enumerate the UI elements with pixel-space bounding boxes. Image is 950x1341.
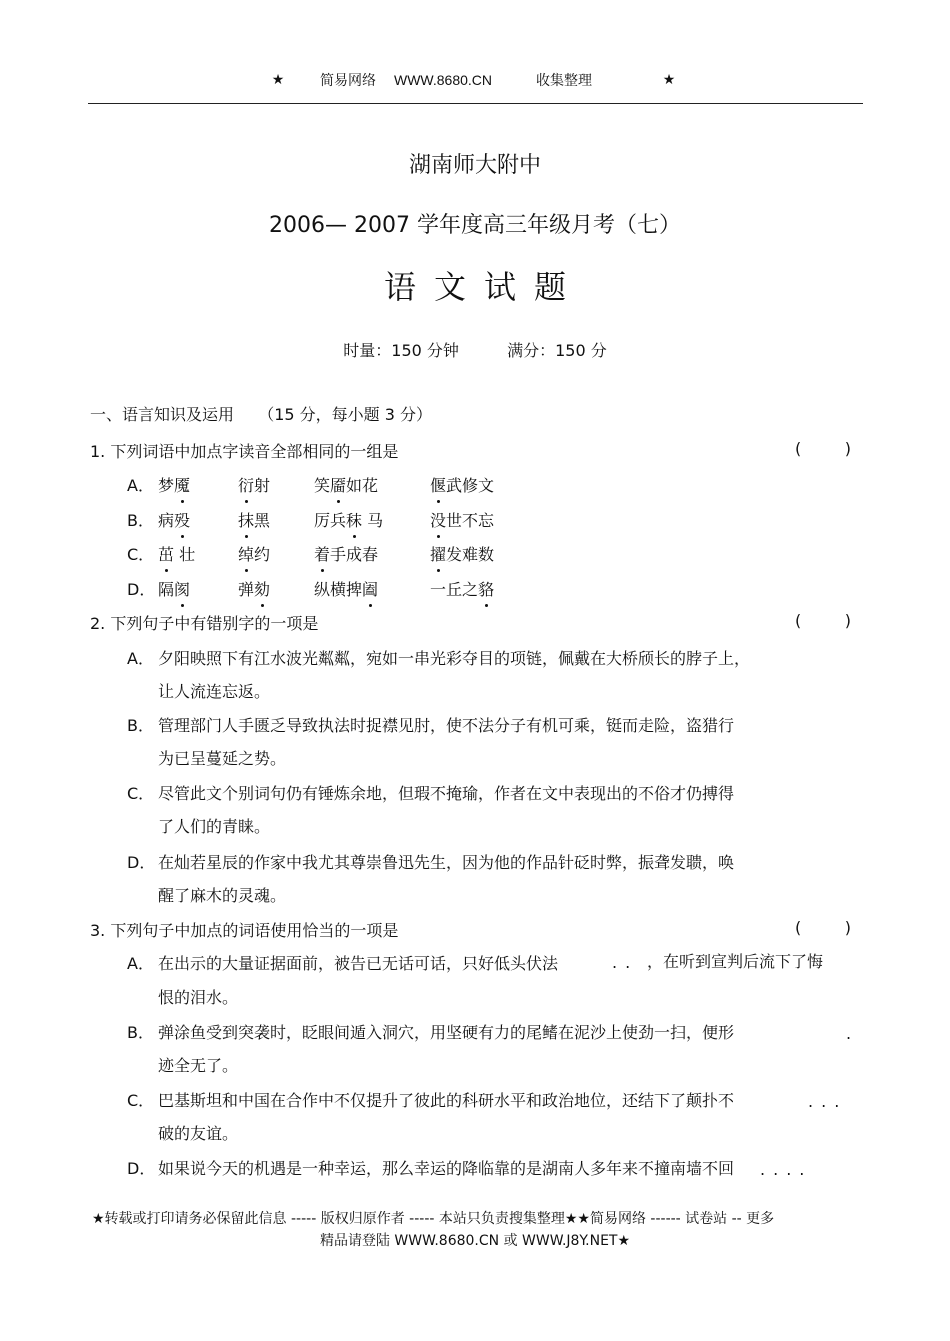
q1-d-word-1: 隔阂 [158,577,190,600]
q1-b-word-4: 没世不忘 [430,508,494,531]
header-site-name: 简易网络 [320,73,376,89]
q1-answer-parens [795,439,851,458]
q3-option-d-line1: 如果说今天的机遇是一种幸运，那么幸运的降临靠的是湖南人多年来不撞南墙不回 [158,1159,735,1178]
q1-d-word-3: 纵横捭阖 [314,577,378,600]
header-divider [88,103,863,104]
exam-title: 2006— 2007 学年度高三年级月考（七） [269,213,681,238]
q2-option-d-label: D． [127,853,156,872]
paren-close: ) [844,918,851,937]
q3-option-c-line2: 破的友谊。 [158,1124,239,1143]
q1-c-word-2: 绰约 [238,542,270,565]
q2-option-c-line1: 尽管此文个别词句仍有锤炼余地，但瑕不掩瑜，作者在文中表现出的不俗才仍搏得 [158,784,735,803]
q1-option-c-label: C． [127,545,155,564]
q1-option-a-label: A． [127,476,154,495]
exam-meta [0,338,950,361]
q1-a-word-2: 衍射 [238,473,270,496]
q1-d-word-2: 弹劾 [238,577,270,600]
q3-c-emphasis-dots: ... [808,1092,848,1111]
header-collect: 收集整理 [536,73,592,89]
section-title: 一、语言知识及运用 [90,405,235,424]
q3-stem: 3. 下列句子中加点的词语使用恰当的一项是 [90,921,399,940]
q3-option-b-line2: 迹全无了。 [158,1056,239,1075]
footer-line-2: 精品请登陆 WWW.8680.CN 或 WWW.J8Y.NET★ [319,1233,631,1249]
header-star-right: ★ [662,72,676,88]
q2-option-c-line2: 了人们的青睐。 [158,817,271,836]
q1-a-word-3: 笑靥如花 [314,473,378,496]
section-heading [90,402,432,425]
q1-d-word-4: 一丘之貉 [430,577,494,600]
exam-time: 时量：150 分钟 [343,341,459,360]
q2-answer-parens [795,611,851,630]
q3-option-c-label: C． [127,1091,155,1110]
q2-option-b-label: B． [127,716,154,735]
q1-b-word-1: 病殁 [158,508,190,531]
q1-option-d-label: D． [127,580,156,599]
q3-option-d-label: D． [127,1159,156,1178]
header-star-left: ★ [271,72,285,88]
q2-option-c-label: C． [127,784,155,803]
header-site-url: WWW.8680.CN [394,72,493,88]
q1-a-word-1: 梦魇 [158,473,190,496]
q2-option-b-line1: 管理部门人手匮乏导致执法时捉襟见肘，使不法分子有机可乘，铤而走险，盗猎行 [158,716,735,735]
q3-option-a-line1a: 在出示的大量证据面前，被告已无话可话，只好低头伏法 [158,954,559,973]
q2-option-a-line1: 夕阳映照下有江水波光粼粼，宛如一串光彩夺目的项链，佩戴在大桥颀长的脖子上， [158,649,751,668]
q3-option-a-line2: 恨的泪水。 [158,988,239,1007]
q3-a-emphasis-dots: .. [612,953,639,972]
paren-open: ( [795,439,802,458]
q3-option-a-label: A． [127,954,154,973]
q1-b-word-2: 抹黑 [238,508,270,531]
q3-answer-parens [795,918,851,937]
q3-b-emphasis-dot: . [846,1024,860,1043]
subject-title: 语文试题 [383,268,584,306]
paren-open: ( [795,918,802,937]
q1-b-word-3: 厉兵秣 马 [314,508,383,531]
q2-option-d-line1: 在灿若星辰的作家中我尤其尊崇鲁迅先生，因为他的作品针砭时弊，振聋发聩，唤 [158,853,735,872]
footer-line-1: ★转载或打印请务必保留此信息 ----- 版权归原作者 ----- 本站只负责搜集整理★★简易网络 ------ 试卷站 -- 更多 [92,1211,775,1227]
q1-a-word-4: 偃武修文 [430,473,494,496]
paren-open: ( [795,611,802,630]
q1-option-b-label: B． [127,511,154,530]
q2-option-b-line2: 为已呈蔓延之势。 [158,749,287,768]
exam-score: 满分：150 分 [507,341,607,360]
section-points: （15 分，每小题 3 分） [258,405,433,424]
q1-stem: 1. 下列词语中加点字读音全部相同的一组是 [90,442,399,461]
q2-option-a-line2: 让人流连忘返。 [158,682,271,701]
q3-option-b-line1: 弹涂鱼受到突袭时，眨眼间遁入洞穴，用坚硬有力的尾鳍在泥沙上使劲一扫，便形 [158,1023,735,1042]
paren-close: ) [844,439,851,458]
paren-close: ) [844,611,851,630]
q2-stem: 2. 下列句子中有错别字的一项是 [90,614,319,633]
q1-c-word-3: 着手成春 [314,542,378,565]
q3-option-c-line1: 巴基斯坦和中国在合作中不仅提升了彼此的科研水平和政治地位，还结下了颠扑不 [158,1091,735,1110]
q3-option-a-line1b: ，在听到宣判后流下了悔 [647,952,824,971]
q2-option-a-label: A． [127,649,154,668]
school-title: 湖南师大附中 [408,153,541,178]
q2-option-d-line2: 醒了麻木的灵魂。 [158,886,287,905]
q1-c-word-1: 茁 壮 [158,542,195,565]
q1-c-word-4: 擢发难数 [430,542,494,565]
q3-option-b-label: B． [127,1023,154,1042]
q3-d-emphasis-dots: .... [760,1160,813,1179]
